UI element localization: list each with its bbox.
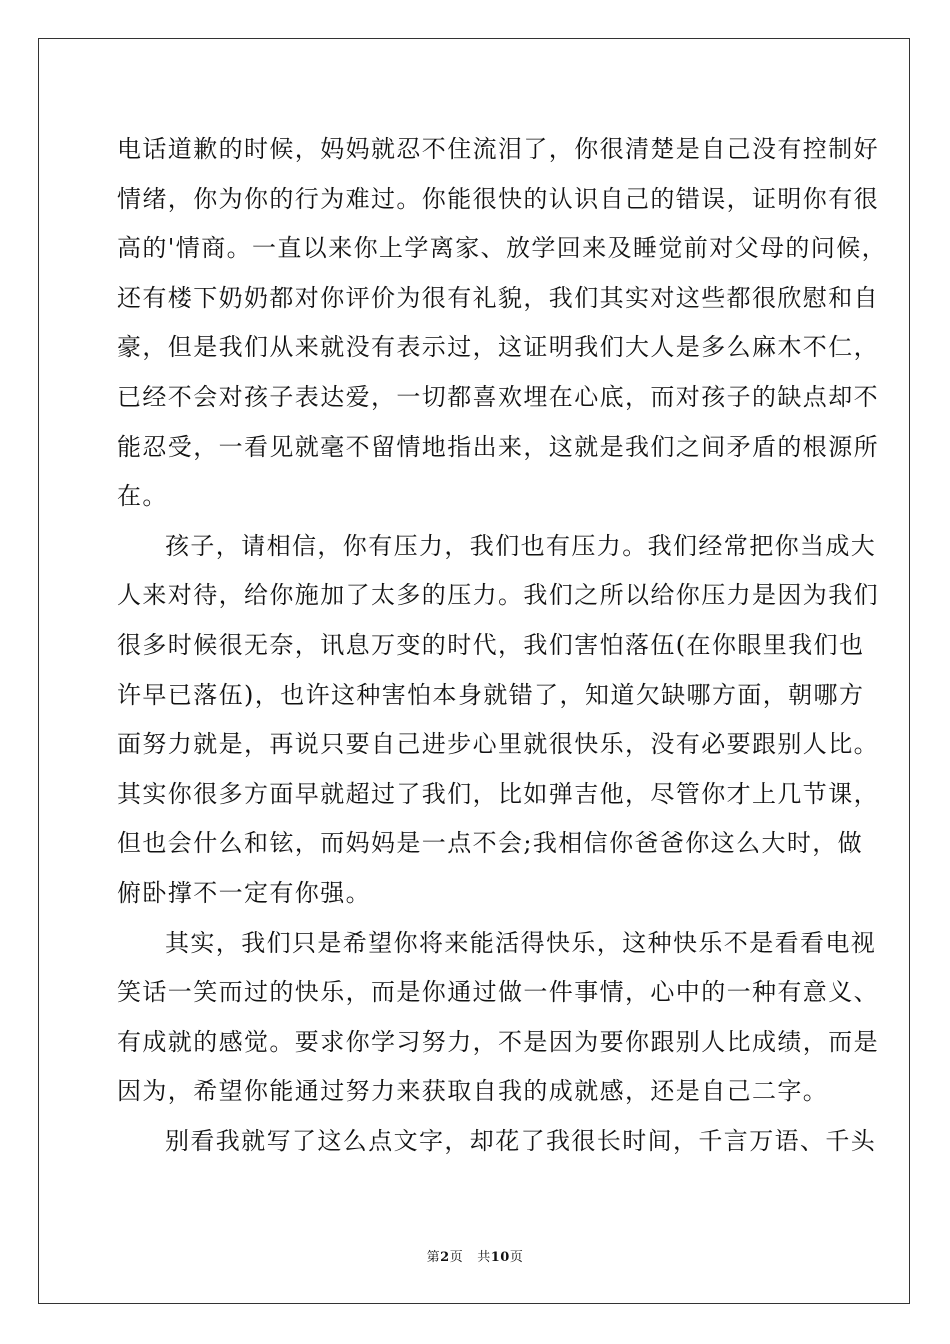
text-line: 能忍受，一看见就毫不留情地指出来，这就是我们之间矛盾的根源所 [117,432,879,461]
text-line: 因为，希望你能通过努力来获取自我的成就感，还是自己二字。 [117,1077,829,1106]
text-line: 孩子，请相信，你有压力，我们也有压力。我们经常把你当成大 [165,531,877,560]
footer-total-pages: 10 [490,1250,510,1265]
text-line: 还有楼下奶奶都对你评价为很有礼貌，我们其实对这些都很欣慰和自 [117,283,879,312]
text-line: 笑话一笑而过的快乐，而是你通过做一件事情，心中的一种有意义、 [117,978,879,1007]
footer-page-prefix: 第 [426,1250,441,1265]
text-line: 有成就的感觉。要求你学习努力，不是因为要你跟别人比成绩，而是 [117,1027,879,1056]
text-line: 但也会什么和铉，而妈妈是一点不会;我相信你爸爸你这么大时，做 [117,829,864,858]
text-line: 很多时候很无奈，讯息万变的时代，我们害怕落伍(在你眼里我们也 [117,630,865,659]
text-line: 高的'情商。一直以来你上学离家、放学回来及睡觉前对父母的问候， [117,234,887,263]
page-footer [0,1246,950,1265]
footer-page-number: 2 [440,1250,450,1265]
text-line: 已经不会对孩子表达爱，一切都喜欢埋在心底，而对孩子的缺点却不 [117,382,879,411]
text-line: 情绪，你为你的行为难过。你能很快的认识自己的错误，证明你有很 [117,184,879,213]
text-line: 其实，我们只是希望你将来能活得快乐，这种快乐不是看看电视 [165,928,877,957]
text-line: 在。 [117,482,168,511]
text-line: 俯卧撑不一定有你强。 [117,878,371,907]
document-body [117,130,887,1171]
text-line: 面努力就是，再说只要自己进步心里就很快乐，没有必要跟别人比。 [117,730,879,759]
footer-total-prefix: 共 [477,1250,491,1265]
text-line: 豪，但是我们从来就没有表示过，这证明我们大人是多么麻木不仁， [117,333,879,362]
text-line: 电话道歉的时候，妈妈就忍不住流泪了，你很清楚是自己没有控制好 [117,135,879,163]
footer-page-suffix: 页 [449,1250,464,1265]
footer-total-suffix: 页 [509,1250,524,1265]
text-line: 人来对待，给你施加了太多的压力。我们之所以给你压力是因为我们 [117,581,879,610]
text-line: 别看我就写了这么点文字，却花了我很长时间，千言万语、千头 [165,1126,877,1155]
text-line: 许早已落伍)，也许这种害怕本身就错了，知道欠缺哪方面，朝哪方 [117,680,865,709]
text-line: 其实你很多方面早就超过了我们，比如弹吉他，尽管你才上几节课， [117,779,879,808]
